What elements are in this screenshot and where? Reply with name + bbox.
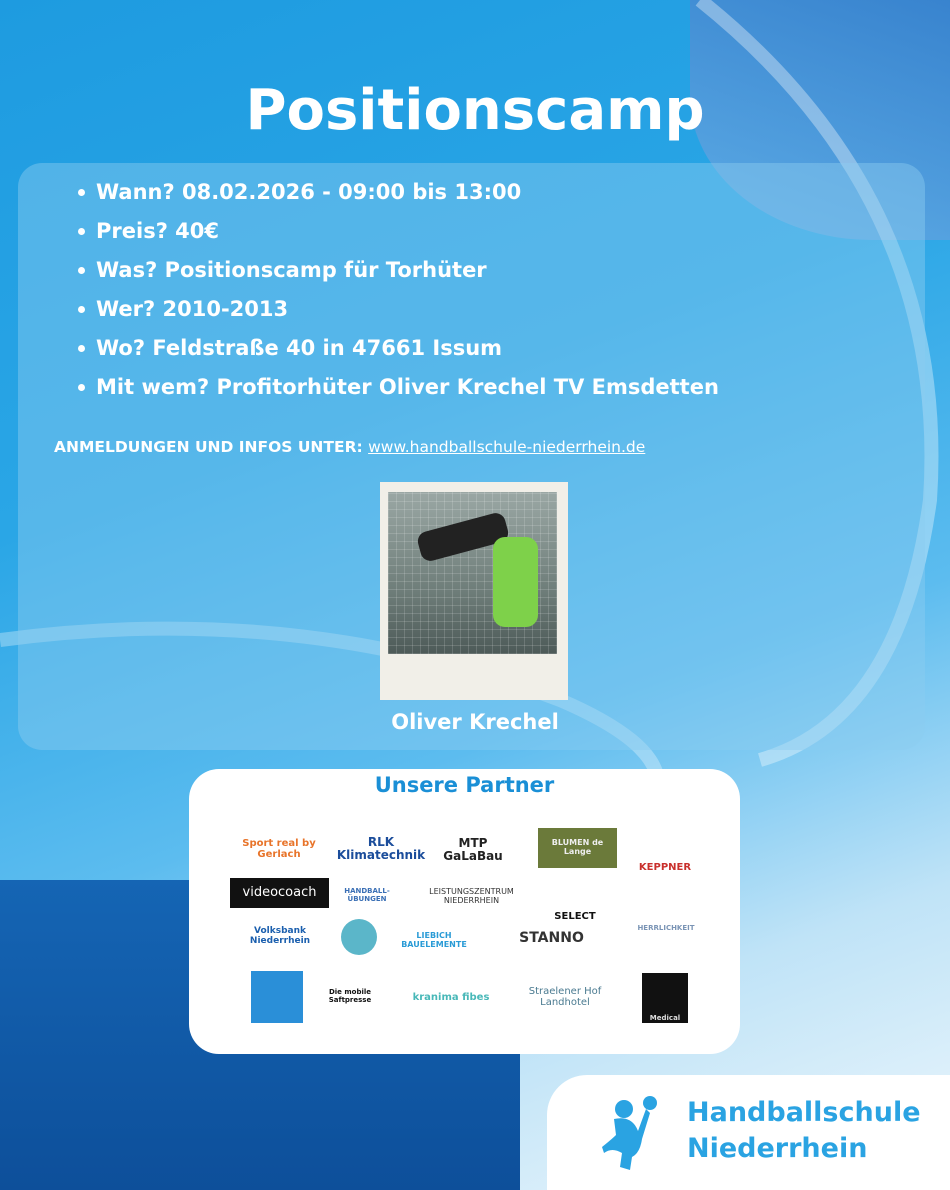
partner-logo: Sport real by Gerlach — [242, 838, 316, 860]
partner-logo: MTP GaLaBau — [443, 835, 503, 863]
partner-logo: LEISTUNGSZENTRUM NIEDERRHEIN — [429, 887, 514, 905]
detail-item: Was? Positionscamp für Torhüter — [78, 255, 918, 294]
goalkeeper-photo — [388, 492, 557, 654]
partner-logo-photo — [251, 971, 303, 1023]
website-link[interactable]: www.handballschule-niederrhein.de — [368, 438, 646, 456]
partner-logo: Straelener Hof Landhotel — [528, 986, 602, 1008]
partner-logo: kranima fibes — [412, 991, 490, 1003]
brand-line2: Niederrhein — [687, 1133, 868, 1164]
partner-logo: Medical — [642, 973, 688, 1023]
partner-logo-circle — [341, 919, 377, 955]
partner-logo: Volksbank Niederrhein — [249, 926, 311, 946]
registration-label: ANMELDUNGEN UND INFOS UNTER: — [54, 438, 363, 456]
partners-box — [189, 769, 740, 1054]
partner-logo: RLK Klimatechnik — [336, 834, 426, 862]
details-list — [78, 177, 918, 411]
photo-frame — [380, 482, 568, 700]
partner-logo: videocoach — [230, 878, 329, 908]
registration-info — [54, 438, 914, 456]
handballschule-logo — [547, 1075, 950, 1190]
photo-caption: Oliver Krechel — [391, 710, 559, 734]
brand-line1: Handballschule — [687, 1097, 921, 1128]
handball-player-icon — [602, 1095, 662, 1170]
detail-item: Wo? Feldstraße 40 in 47661 Issum — [78, 333, 918, 372]
partner-logo: BLUMEN de Lange — [538, 828, 617, 868]
detail-item: Preis? 40€ — [78, 216, 918, 255]
partner-logo: LIEBICH BAUELEMENTE — [401, 931, 467, 949]
partner-logo: KEPPNER — [638, 862, 692, 873]
partner-logo: SELECT — [554, 911, 596, 922]
partners-title: Unsere Partner — [374, 773, 555, 797]
detail-item: Wann? 08.02.2026 - 09:00 bis 13:00 — [78, 177, 918, 216]
partner-logo: STANNO — [519, 930, 584, 947]
detail-item: Mit wem? Profitorhüter Oliver Krechel TV Emsdetten — [78, 372, 918, 411]
page-title: Positionscamp — [245, 78, 705, 143]
detail-item: Wer? 2010-2013 — [78, 294, 918, 333]
partner-logo: Die mobile Saftpresse — [328, 988, 372, 1004]
partner-logo: HERRLICHKEIT — [637, 924, 695, 933]
partner-logo: HANDBALL-ÜBUNGEN — [344, 887, 390, 903]
